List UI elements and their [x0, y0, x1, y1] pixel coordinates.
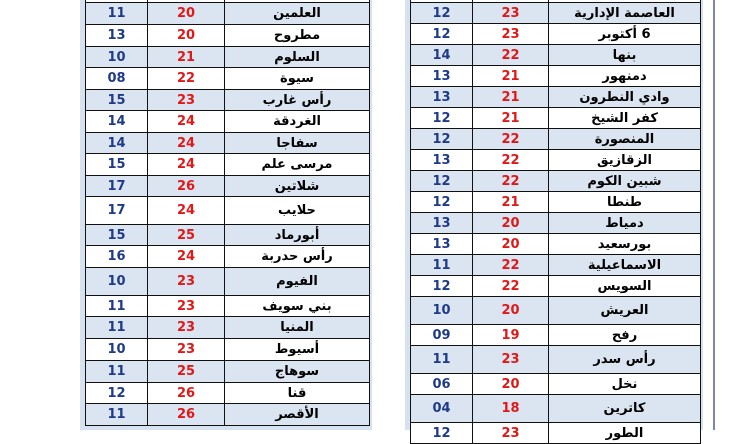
min-temp-cell: 12 [411, 192, 473, 213]
city-name-cell: طنطا [549, 192, 701, 213]
min-temp-cell: 12 [411, 423, 473, 444]
table-row [86, 225, 370, 246]
table-row [86, 361, 370, 383]
min-temp-cell: 10 [411, 297, 473, 325]
max-temp-cell: 23 [148, 268, 225, 296]
max-temp-cell: 21 [473, 108, 549, 129]
max-temp-cell: 24 [148, 197, 225, 225]
min-temp-cell: 12 [411, 3, 473, 24]
min-temp-cell: 14 [411, 45, 473, 66]
table-row [86, 317, 370, 339]
city-name-cell: أسيوط [225, 339, 370, 361]
table-row [411, 346, 701, 374]
min-temp-cell: 12 [411, 171, 473, 192]
max-temp-cell: 22 [473, 45, 549, 66]
table-row [411, 87, 701, 108]
table-row [411, 66, 701, 87]
city-name-cell: الأقصر [225, 404, 370, 426]
table-row [86, 197, 370, 225]
city-name-cell: المنصورة [549, 129, 701, 150]
city-name-cell: شلاتين [225, 176, 370, 197]
city-name-cell: الزقازيق [549, 150, 701, 171]
city-name-cell: مرسى علم [225, 154, 370, 176]
city-name-cell: العاصمة الإدارية [549, 3, 701, 24]
city-name-cell: رأس سدر [549, 346, 701, 374]
max-temp-cell: 23 [473, 346, 549, 374]
city-name-cell: السلوم [225, 47, 370, 68]
city-name-cell: سفاجا [225, 133, 370, 154]
max-temp-cell: 25 [148, 225, 225, 246]
city-name-cell: قنا [225, 383, 370, 404]
city-name-cell: بورسعيد [549, 234, 701, 255]
temperature-table-right [410, 0, 701, 444]
min-temp-cell: 10 [86, 268, 148, 296]
min-temp-cell: 12 [411, 108, 473, 129]
min-temp-cell: 14 [86, 133, 148, 154]
city-name-cell: الطور [549, 423, 701, 444]
min-temp-cell: 11 [411, 346, 473, 374]
table-row [86, 133, 370, 154]
min-temp-cell: 11 [411, 255, 473, 276]
min-temp-cell: 13 [411, 87, 473, 108]
min-temp-cell: 11 [86, 296, 148, 317]
max-temp-cell: 20 [473, 374, 549, 395]
temperature-table-left-body [86, 0, 370, 426]
city-name-cell: العلمين [225, 3, 370, 25]
table-row [86, 154, 370, 176]
city-name-cell: المنيا [225, 317, 370, 339]
table-row [411, 276, 701, 297]
table-row [411, 45, 701, 66]
max-temp-cell: 23 [148, 339, 225, 361]
max-temp-cell: 21 [148, 47, 225, 68]
min-temp-cell: 13 [411, 213, 473, 234]
max-temp-cell: 22 [473, 276, 549, 297]
min-temp-cell: 11 [86, 317, 148, 339]
min-temp-cell: 08 [86, 68, 148, 90]
table-row [86, 111, 370, 133]
city-name-cell: الفيوم [225, 268, 370, 296]
max-temp-cell: 24 [148, 154, 225, 176]
table-row [411, 3, 701, 24]
min-temp-cell: 10 [86, 339, 148, 361]
max-temp-cell: 26 [148, 383, 225, 404]
table-row [86, 47, 370, 68]
city-name-cell: رأس غارب [225, 90, 370, 111]
max-temp-cell: 23 [473, 24, 549, 45]
table-row [411, 213, 701, 234]
city-name-cell: أبورماد [225, 225, 370, 246]
max-temp-cell: 22 [148, 68, 225, 90]
max-temp-cell: 18 [473, 395, 549, 423]
min-temp-cell: 10 [86, 47, 148, 68]
table-row [411, 192, 701, 213]
table-row [86, 404, 370, 426]
min-temp-cell: 06 [411, 374, 473, 395]
max-temp-cell: 23 [148, 90, 225, 111]
min-temp-cell: 12 [411, 129, 473, 150]
max-temp-cell: 19 [473, 325, 549, 346]
table-row [411, 325, 701, 346]
city-name-cell: بني سويف [225, 296, 370, 317]
max-temp-cell: 20 [148, 25, 225, 47]
table-row [86, 176, 370, 197]
min-temp-cell: 13 [411, 66, 473, 87]
city-name-cell: كفر الشيخ [549, 108, 701, 129]
table-row [411, 255, 701, 276]
min-temp-cell: 15 [86, 90, 148, 111]
max-temp-cell: 25 [148, 361, 225, 383]
max-temp-cell: 24 [148, 246, 225, 268]
city-name-cell: 6 أكتوبر [549, 24, 701, 45]
table-row [86, 339, 370, 361]
table-row [86, 383, 370, 404]
temperature-table-right-body [411, 0, 701, 444]
table-row [86, 246, 370, 268]
min-temp-cell: 12 [86, 383, 148, 404]
table-row [411, 374, 701, 395]
table-row [411, 150, 701, 171]
city-name-cell: الغردقة [225, 111, 370, 133]
table-row [86, 68, 370, 90]
city-name-cell: بنها [549, 45, 701, 66]
min-temp-cell: 13 [411, 150, 473, 171]
max-temp-cell: 26 [148, 176, 225, 197]
max-temp-cell: 20 [473, 213, 549, 234]
city-name-cell: حلايب [225, 197, 370, 225]
table-row [411, 129, 701, 150]
min-temp-cell: 14 [86, 111, 148, 133]
max-temp-cell: 23 [148, 317, 225, 339]
table-row [411, 108, 701, 129]
table-row [411, 395, 701, 423]
max-temp-cell: 23 [473, 3, 549, 24]
max-temp-cell: 22 [473, 255, 549, 276]
table-row [86, 3, 370, 25]
min-temp-cell: 12 [411, 24, 473, 45]
min-temp-cell: 16 [86, 246, 148, 268]
min-temp-cell: 09 [411, 325, 473, 346]
min-temp-cell: 11 [86, 3, 148, 25]
max-temp-cell: 22 [473, 150, 549, 171]
max-temp-cell: 26 [148, 404, 225, 426]
page-edge-divider [713, 0, 715, 430]
max-temp-cell: 20 [473, 297, 549, 325]
city-name-cell: كاترين [549, 395, 701, 423]
max-temp-cell: 21 [473, 87, 549, 108]
min-temp-cell: 15 [86, 225, 148, 246]
min-temp-cell: 13 [86, 25, 148, 47]
min-temp-cell: 12 [411, 276, 473, 297]
max-temp-cell: 21 [473, 192, 549, 213]
city-name-cell: شبين الكوم [549, 171, 701, 192]
max-temp-cell: 24 [148, 133, 225, 154]
table-row [86, 25, 370, 47]
city-name-cell: رأس حدربة [225, 246, 370, 268]
max-temp-cell: 20 [473, 234, 549, 255]
min-temp-cell: 04 [411, 395, 473, 423]
temperature-table-left [85, 0, 370, 426]
city-name-cell: السويس [549, 276, 701, 297]
city-name-cell: مطروح [225, 25, 370, 47]
table-row [411, 24, 701, 45]
city-name-cell: رفح [549, 325, 701, 346]
city-name-cell: دمياط [549, 213, 701, 234]
min-temp-cell: 17 [86, 197, 148, 225]
max-temp-cell: 23 [148, 296, 225, 317]
table-row [411, 171, 701, 192]
min-temp-cell: 11 [86, 404, 148, 426]
max-temp-cell: 22 [473, 129, 549, 150]
city-name-cell: العريش [549, 297, 701, 325]
table-row [86, 268, 370, 296]
city-name-cell: الاسماعيلية [549, 255, 701, 276]
max-temp-cell: 23 [473, 423, 549, 444]
table-row [86, 296, 370, 317]
min-temp-cell: 13 [411, 234, 473, 255]
max-temp-cell: 21 [473, 66, 549, 87]
max-temp-cell: 22 [473, 171, 549, 192]
city-name-cell: وادي النطرون [549, 87, 701, 108]
city-name-cell: دمنهور [549, 66, 701, 87]
min-temp-cell: 17 [86, 176, 148, 197]
min-temp-cell: 11 [86, 361, 148, 383]
max-temp-cell: 20 [148, 3, 225, 25]
table-row [411, 297, 701, 325]
city-name-cell: سوهاج [225, 361, 370, 383]
city-name-cell: نخل [549, 374, 701, 395]
table-row [86, 90, 370, 111]
min-temp-cell: 15 [86, 154, 148, 176]
table-row [411, 234, 701, 255]
table-row [411, 423, 701, 444]
max-temp-cell: 24 [148, 111, 225, 133]
city-name-cell: سيوة [225, 68, 370, 90]
